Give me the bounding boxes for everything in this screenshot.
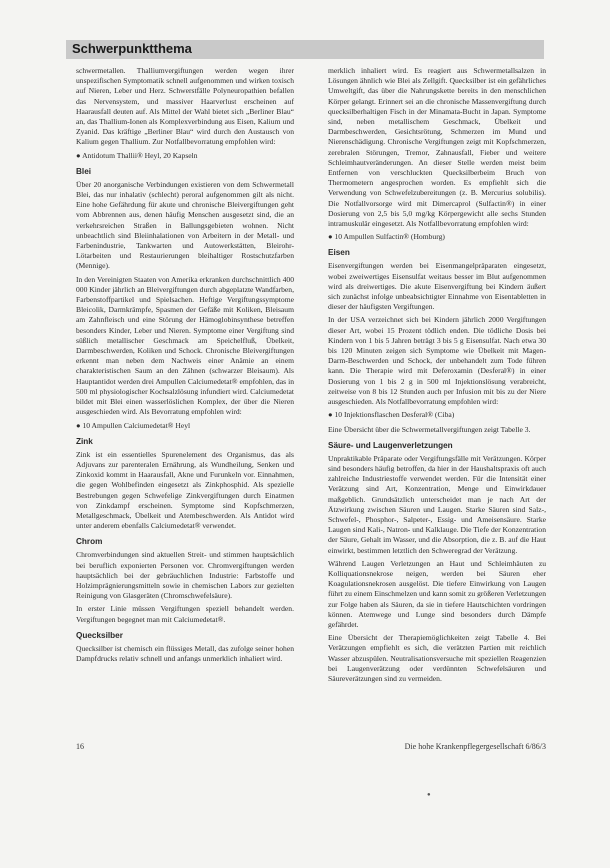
section-title: Schwerpunktthema: [72, 41, 192, 56]
page-number: 16: [76, 742, 84, 751]
paragraph: In der USA verzeichnet sich bei Kindern jährlich 2000 Vergiftungen dieser Art, wobei 15 Prozent tödlich enden. Die tödliche Dosis bei Kindern von 1 bis 5 Jahren beträgt 3 bis 5 g Eisensulfat. Nach etwa 30 bis 120 Minuten zeigen sich Symptome wie Übelkeit mit Magen-Darm-Beschwerden und Schock, der unbehandelt zum Tode führen kann. Die Therapie wird mit Deferoxamin (Desferal®) in einer Dosierung von 1 bis 2 g in 500 ml Injektionslösung verabreicht, zeitweise von 8 bis 12 Stunden auch per Infusion mit bis zu der Niere ausgeschieden. Als Notfallbevorratung empfohlen wird:: [328, 315, 546, 407]
antidote-reference: ● 10 Ampullen Calciumedetat® Heyl: [76, 420, 191, 430]
antidote-reference: ● 10 Ampullen Sulfactin® (Homburg): [328, 232, 445, 242]
paragraph: Während Laugen Verletzungen an Haut und Schleimhäuten zu Kolliquationsnekrose neigen, werden bei Säuren eher Koagulationsnekrosen ausgelöst. Die tiefere Einwirkung von Laugen führt zu einem Einschmelzen und kann somit zu größeren Verletzungen zur Folge haben als Säuren, da sie in tiefere Hautschichten vordringen können. Atemwege und Lunge sind besonders durch Dämpfe gefährdet.: [328, 558, 546, 629]
paragraph: Eisenvergiftungen werden bei Eisenmangelpräparaten eingesetzt, wobei zweiwertiges Eisensulfat weitaus besser im Blut aufgenommen wird als dreiwertiges. Die akute Eisenvergiftung bei Kindern äußert sich zunächst infolge unbeabsichtigter Einnahme von Eisentabletten in dieser der häufigsten Vergiftungen.: [328, 261, 546, 312]
paragraph: Unpraktikable Präparate oder Vergiftungsfälle mit Verätzungen. Körper sind besonders häufig betroffen, da hier in der Haushaltspraxis oft auch zahlreiche Industriestoffe verwendet werden. Für die Intensität einer Verätzung sind Art, Konzentration, Menge und Einwirkdauer maßgeblich. Grundsätzlich unterscheidet man je nach Art der Ätzwirkung zwischen Säuren und Laugen. Starke Säuren sind Salz-, Schwefel-, Phosphor-, Salpeter-, Essig- und Ameisensäure. Starke Laugen sind Kali-, Natron- und Kalklauge. Die Tiefe der Konzentration der Säure, Gehalt im Wasser, und die Absorption, die z. B. auf die Haut einwirkt, bestimmen letztlich den Schweregrad der Verätzung.: [328, 453, 546, 555]
paragraph: Über 20 anorganische Verbindungen existieren von dem Schwermetall Blei, das nur inhalativ (schlecht) peroral aufgenommen gilt als nicht. Eine hohe Gefährdung für akute und chronische Bleivergiftungen geht vom Abbrennen aus, denen häufig Menschen ausgesetzt sind, die an verkehrsreichen Straßen in Ballungsgebieten wohnen. Nicht unbeachtlich sind Bleiinhalationen von Arbeitern in der Metall- und Farbenindustrie, Tankwarten und Autowerkstätten, Bleirohr-Lötarbeiten und Restaurierungen bleihaltiger Rostschutzfarben (Mennige).: [76, 179, 294, 271]
heading-blei: Blei: [76, 166, 92, 176]
print-mark: ●: [427, 792, 431, 798]
paragraph: Eine Übersicht der Therapiemöglichkeiten zeigt Tabelle 4. Bei Verätzungen empfiehlt es sich, die verätzten Partien mit reichlich Wasser abzuspülen. Neutralisationsversuche mit speziellen Reagenzien bei Laugenverätzung oder verdünnten Schwefelsäuren und Säureverätzungen sind zu vermeiden.: [328, 633, 546, 683]
heading-quecksilber: Quecksilber: [76, 630, 123, 640]
paragraph: merklich inhaliert wird. Es reagiert aus Schwermetallsalzen in Lösungen ähnlich wie Blei als Zellgift. Quecksilber ist ein gefährliches Umweltgift, das über die Nahrungskette bereits in den menschlichen Körper gelangt. Erinnert sei an die chronische Massenvergiftung durch quecksilberhaltigen Fisch in der Minamata-Bucht in Japan. Symptome sind, neben metallischem Geschmack, Übelkeit und Darmbeschwerden, Gesichtsrötung, Schmerzen im Mund und Nierenschädigung. Chronische Vergiftungen zeigt mit Kopfschmerzen, zerebralen Störungen, Tremor, Zahnausfall, Fieber und weitere Schleimhautveränderungen. An dieser Stelle werden meist beim Entfernen von verschluckten Quecksilberbeim Bruch von Thermometern angesprochen worden. Es empfiehlt sich die Verwendung von Schwefelzubereitungen (z. B. Mercurius solubilis). Die Notfallvorsorge wird mit Dimercaprol (Sulfactin®) in einer Dosierung von 2,5 bis 5,0 mg/kg Körpergewicht alle sechs Stunden intramuskulär eingesetzt. Als Notfallbevorratung empfohlen wird:: [328, 66, 546, 229]
antidote-reference: ● Antidotum Thallii® Heyl, 20 Kapseln: [76, 150, 198, 160]
paragraph: Quecksilber ist chemisch ein flüssiges Metall, das zufolge seiner hohen Dampfdrucks relativ schnell und anfangs unmerklich inhaliert wird.: [76, 643, 294, 663]
journal-name: Die hohe Krankenpflegergesellschaft 6/86/3: [404, 742, 546, 751]
left-column: [76, 66, 294, 667]
section-header-bar: [66, 40, 544, 59]
paragraph: Chromverbindungen sind aktuellen Streit- und stimmen hauptsächlich bei beruflich exponierten Personen vor. Chromvergiftungen werden hauptsächlich bei der gebräuchlichen Industrie: Farbstoffe und Holzimprägnierungsmitteln sowie in chemischen Labors zur gezielten Reinigung von Glasgeräten (Chromschwefelsäure).: [76, 550, 294, 601]
antidote-reference: ● 10 Injektionsflaschen Desferal® (Ciba): [328, 410, 455, 420]
paragraph: Eine Übersicht über die Schwermetallvergiftungen zeigt Tabelle 3.: [328, 424, 531, 434]
heading-eisen: Eisen: [328, 248, 350, 258]
paragraph: In erster Linie müssen Vergiftungen speziell behandelt werden. Vergiftungen begegnet man mit Calciumedetat®.: [76, 604, 294, 624]
paragraph: Zink ist ein essentielles Spurenelement des Organismus, das als Adjuvans zur parenteralen Ernährung, als Wundheilung, Senken und Zinkoxid kommt in Haarausfall, Akne und Furunkeln vor. Einnahmen, die gegen Wohlbefinden eingesetzt als Zinkphosphid. Als spezielle Bestrebungen gegen Schwefelige Zinkvergiftungen durch Einatmen von Zinkdampf erscheinen. Symptome sind Kopfschmerzen, Metallgeschmack, Übelkeit und Atembeschwerden. Als Antidot wird unter anderem ebenfalls Calciumedetat® verwendet.: [76, 449, 294, 531]
heading-chrom: Chrom: [76, 537, 103, 547]
heading-saeure-laugen: Säure- und Laugenverletzungen: [328, 440, 453, 450]
heading-zink: Zink: [76, 436, 93, 446]
paragraph: In den Vereinigten Staaten von Amerika erkranken durchschnittlich 400 000 Kinder jährlich an Bleivergiftungen durch abgeplatzte Wandfarben, Farbenstoffpartikel und Spielsachen. Heftige Vergiftungssymptome Bleicolik, Darmkrämpfe, Spasmen der Gefäße mit Koliken, Bleisaum am Zahnfleisch und eine Störung der Hämoglobinsynthese betreffen besonders Kinder, Leber und Nieren. Symptome einer Vergiftung sind süßlich metallischer Geschmack am Speichelfluß, Übelkeit, Darmbeschwerden, Koliken und Schock. Chronische Bleivergiftungen erkennt man neben dem Nachweis einer Anämie an einem charakteristischen Saum an den Zähnen (schwarzer Bleisaum). Als Hauptantidot werden drei Ampullen Calciumedetat® empfohlen, das in 500 ml physiologischer Kochsalzlösung infundiert wird. Calciumedetat bildet mit Blei einen wasserlöslichen Komplex, der über die Nieren ausgeschieden wird. Als Bevorratung empfohlen wird:: [76, 274, 294, 417]
paragraph: schwermetallen. Thalliumvergiftungen werden wegen ihrer unspezifischen Symptomatik schnell aufgenommen und wirken toxisch auf Nieren, Leber und Herz. Schwerstfälle Polyneuropathien befallen das Nervensystem, und massiver Haarverlust erscheinen auf Haarausfall deuten auf. Als Mittel der Wahl bietet sich „Berliner Blau“ an, das Thallium-Ionen als Komplexverbindung aus Eisen, Kalium und Zyanid. Das kräftige „Berliner Blau“ wird durch den Austausch von Kalium gegen Thallium. Zur Notfallbevorratung empfohlen wird:: [76, 66, 294, 147]
right-column: [328, 66, 546, 687]
